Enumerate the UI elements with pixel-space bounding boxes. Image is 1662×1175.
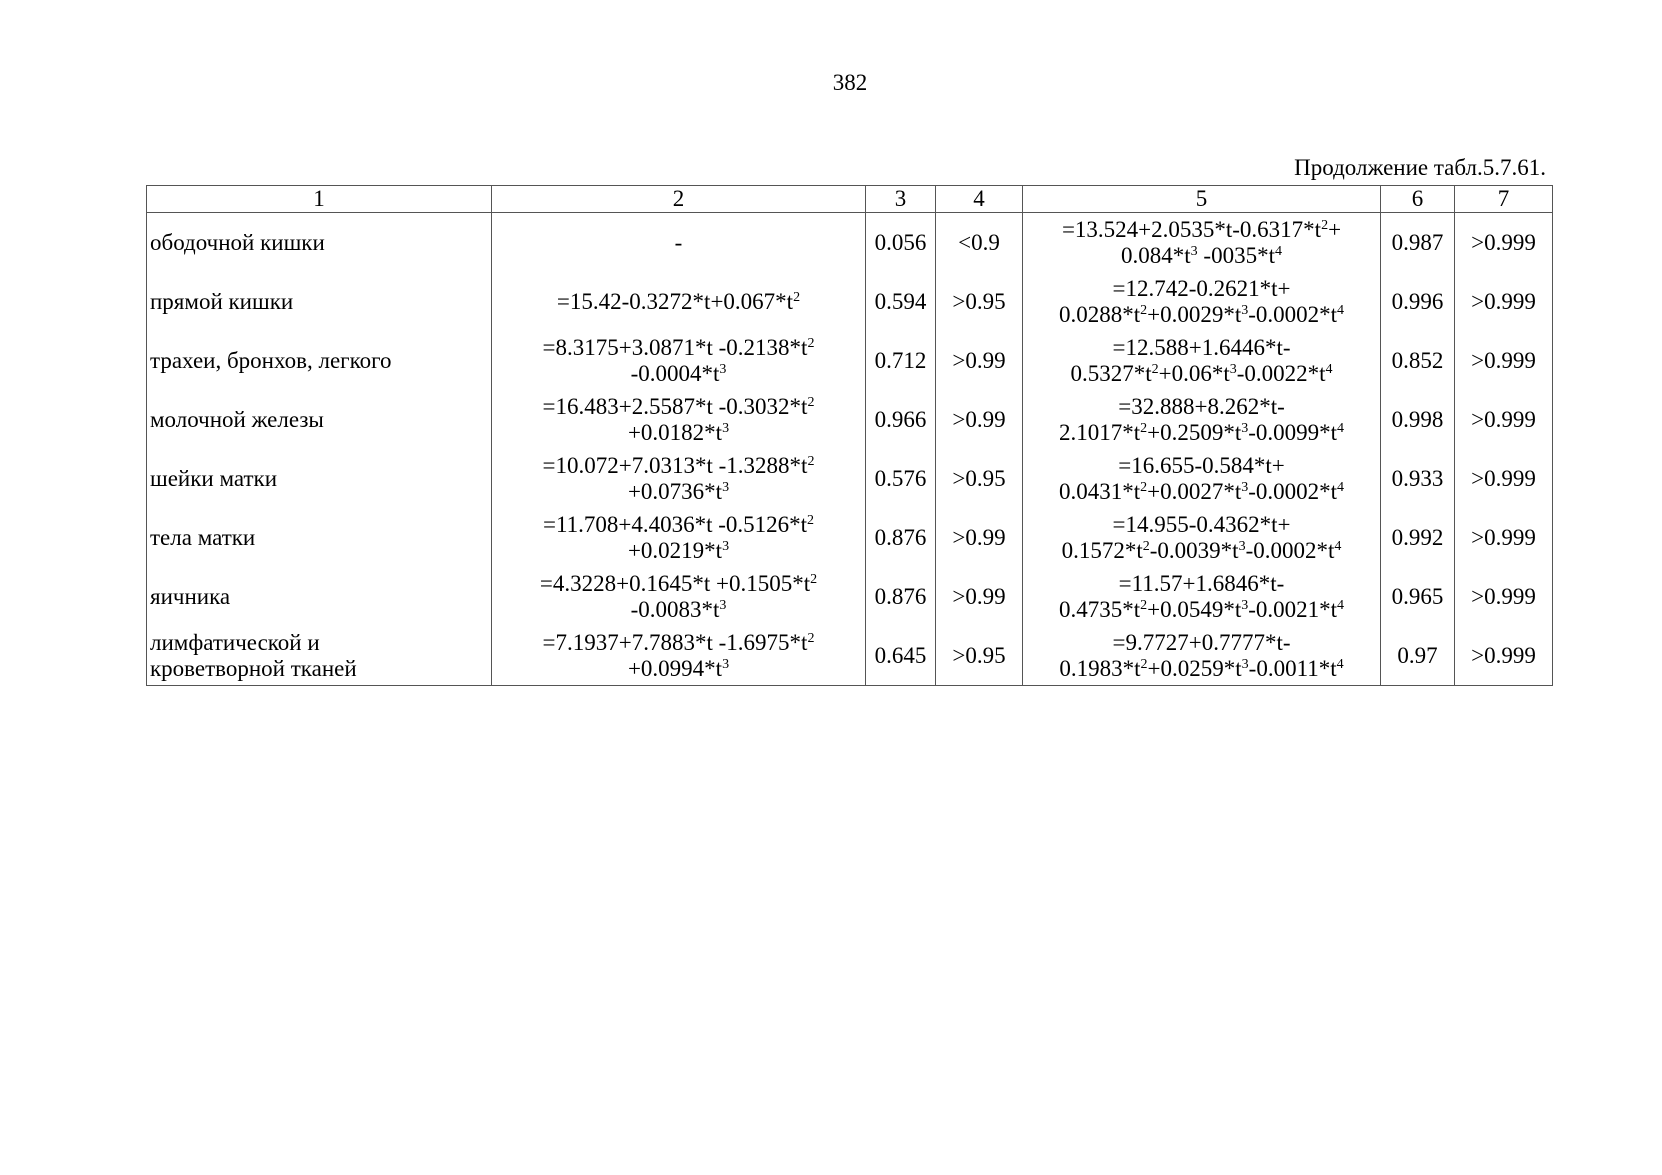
formula-text: 0.5327*t [1070, 360, 1152, 386]
column-header-1: 1 [147, 186, 492, 213]
formula-text: =10.072+7.0313*t -1.3288*t [542, 452, 808, 478]
formula-text: 0.4735*t [1058, 596, 1141, 622]
formula-exponent: 2 [1140, 479, 1148, 495]
cell-equation-col2-line [495, 571, 862, 597]
cell-equation-col5 [1023, 449, 1381, 508]
cell-equation-col5-line [1026, 630, 1377, 656]
formula-text: +0.0994*t [627, 655, 723, 681]
formula-text: =16.655-0.584*t+ [1118, 452, 1285, 478]
formula-exponent: 4 [1337, 479, 1345, 495]
cell-equation-col2-line [495, 420, 862, 446]
column-header-4: 4 [936, 186, 1023, 213]
site-name-line: лимфатической и [150, 629, 320, 655]
cell-equation-col2 [492, 567, 866, 626]
site-name-line: ободочной кишки [150, 229, 325, 255]
cell-col4: >0.95 [936, 449, 1023, 508]
formula-exponent: 2 [1140, 597, 1148, 613]
formula-exponent: 3 [719, 361, 727, 377]
cell-equation-col5-line [1026, 453, 1377, 479]
formula-exponent: 2 [1142, 538, 1150, 554]
cell-site-name [147, 567, 492, 626]
formula-exponent: 4 [1337, 420, 1345, 436]
formula-text: -0.0002*t [1245, 537, 1335, 563]
cell-col7: >0.999 [1455, 626, 1553, 686]
formula-exponent: 2 [1140, 656, 1148, 672]
cell-equation-col2 [492, 272, 866, 331]
cell-col7: >0.999 [1455, 213, 1553, 273]
formula-text: 0.1983*t [1059, 655, 1141, 681]
cell-equation-col5-line [1026, 571, 1377, 597]
formula-text: -0.0002*t [1248, 301, 1338, 327]
formula-exponent: 3 [1241, 479, 1249, 495]
cell-equation-col5-line [1026, 538, 1377, 564]
site-name-line: трахеи, бронхов, легкого [150, 347, 392, 373]
table-row [147, 390, 1553, 449]
column-header-2: 2 [492, 186, 866, 213]
formula-text: +0.0182*t [627, 419, 723, 445]
cell-equation-col5-line [1026, 276, 1377, 302]
formula-exponent: 2 [1140, 420, 1148, 436]
site-name-line: прямой кишки [150, 288, 294, 314]
formula-text: =9.7727+0.7777*t- [1112, 629, 1291, 655]
formula-text: -0.0022*t [1236, 360, 1326, 386]
table-row [147, 331, 1553, 390]
formula-text: -0035*t [1197, 242, 1275, 268]
cell-site-name [147, 626, 492, 686]
formula-text: =32.888+8.262*t- [1118, 393, 1285, 419]
cell-equation-col5 [1023, 567, 1381, 626]
formula-exponent: 2 [1151, 361, 1159, 377]
formula-exponent: 2 [810, 571, 818, 587]
cell-equation-col2 [492, 331, 866, 390]
formula-text: =4.3228+0.1645*t +0.1505*t [539, 570, 811, 596]
formula-exponent: 2 [793, 289, 801, 305]
formula-text: 0.0431*t [1058, 478, 1141, 504]
formula-exponent: 2 [807, 512, 815, 528]
formula-exponent: 4 [1325, 361, 1333, 377]
cell-equation-col2-line [495, 630, 862, 656]
formula-text: =12.742-0.2621*t+ [1112, 275, 1291, 301]
cell-col4: >0.99 [936, 567, 1023, 626]
formula-text: +0.0027*t [1147, 478, 1242, 504]
cell-equation-col2-line [495, 656, 862, 682]
formula-exponent: 2 [807, 630, 815, 646]
table-row [147, 213, 1553, 273]
column-header-6: 6 [1381, 186, 1455, 213]
formula-exponent: 3 [722, 479, 730, 495]
formula-exponent: 4 [1337, 302, 1345, 318]
cell-col6: 0.97 [1381, 626, 1455, 686]
cell-equation-col5 [1023, 626, 1381, 686]
cell-equation-col2-line [495, 361, 862, 387]
site-name-line: яичника [150, 583, 231, 609]
cell-equation-col2 [492, 213, 866, 273]
cell-col3: 0.712 [866, 331, 936, 390]
formula-text: =15.42-0.3272*t+0.067*t [556, 288, 794, 314]
cell-equation-col2 [492, 508, 866, 567]
formula-text: =12.588+1.6446*t- [1112, 334, 1291, 360]
site-name-line: шейки матки [150, 465, 278, 491]
cell-equation-col2-line [495, 453, 862, 479]
cell-site-name [147, 213, 492, 273]
formula-text: + [1328, 216, 1342, 242]
formula-text: =16.483+2.5587*t -0.3032*t [542, 393, 808, 419]
cell-col7: >0.999 [1455, 272, 1553, 331]
formula-exponent: 3 [1241, 656, 1249, 672]
formula-text: -0.0099*t [1248, 419, 1338, 445]
cell-equation-col5-line [1026, 597, 1377, 623]
formula-exponent: 2 [1321, 217, 1329, 233]
formula-text: -0.0011*t [1248, 655, 1337, 681]
formula-exponent: 3 [1241, 302, 1249, 318]
formula-exponent: 3 [1238, 538, 1246, 554]
cell-equation-col5 [1023, 272, 1381, 331]
formula-exponent: 2 [807, 394, 815, 410]
formula-text: =8.3175+3.0871*t -0.2138*t [542, 334, 808, 360]
cell-col3: 0.876 [866, 508, 936, 567]
formula-exponent: 3 [722, 656, 730, 672]
cell-equation-col5-line [1026, 656, 1377, 682]
cell-equation-col2-line [495, 230, 862, 256]
cell-col3: 0.576 [866, 449, 936, 508]
table-row [147, 626, 1553, 686]
cell-equation-col2-line [495, 479, 862, 505]
cell-equation-col5-line [1026, 302, 1377, 328]
formula-text: - [674, 229, 683, 255]
cell-equation-col5-line [1026, 512, 1377, 538]
cell-col6: 0.965 [1381, 567, 1455, 626]
cell-equation-col2-line [495, 289, 862, 315]
cell-col4: >0.99 [936, 390, 1023, 449]
cell-col7: >0.999 [1455, 508, 1553, 567]
cell-equation-col2-line [495, 512, 862, 538]
formula-exponent: 3 [719, 597, 727, 613]
formula-text: -0.0083*t [630, 596, 720, 622]
formula-exponent: 3 [1241, 420, 1249, 436]
cell-equation-col5-line [1026, 361, 1377, 387]
cell-col7: >0.999 [1455, 390, 1553, 449]
cell-col3: 0.594 [866, 272, 936, 331]
formula-exponent: 2 [807, 335, 815, 351]
cell-col6: 0.852 [1381, 331, 1455, 390]
cell-equation-col5 [1023, 213, 1381, 273]
table-row [147, 567, 1553, 626]
cell-equation-col5 [1023, 508, 1381, 567]
cell-col6: 0.998 [1381, 390, 1455, 449]
site-name-line: тела матки [150, 524, 256, 550]
cell-col3: 0.645 [866, 626, 936, 686]
formula-text: =14.955-0.4362*t+ [1112, 511, 1291, 537]
formula-text: -0.0004*t [630, 360, 720, 386]
formula-exponent: 4 [1334, 538, 1342, 554]
cell-col6: 0.987 [1381, 213, 1455, 273]
cell-equation-col2 [492, 390, 866, 449]
formula-text: =7.1937+7.7883*t -1.6975*t [542, 629, 808, 655]
cell-equation-col5-line [1026, 217, 1377, 243]
cell-equation-col5 [1023, 331, 1381, 390]
cell-site-name [147, 272, 492, 331]
formula-exponent: 3 [1241, 597, 1249, 613]
cell-equation-col2-line [495, 597, 862, 623]
cell-equation-col2-line [495, 538, 862, 564]
cell-equation-col2 [492, 449, 866, 508]
formula-text: 2.1017*t [1058, 419, 1141, 445]
formula-exponent: 2 [807, 453, 815, 469]
formula-text: +0.0736*t [627, 478, 723, 504]
cell-equation-col2-line [495, 335, 862, 361]
column-header-5: 5 [1023, 186, 1381, 213]
formula-text: =11.708+4.4036*t -0.5126*t [542, 511, 808, 537]
cell-col4: <0.9 [936, 213, 1023, 273]
formula-exponent: 4 [1274, 243, 1282, 259]
cell-col3: 0.876 [866, 567, 936, 626]
cell-site-name [147, 449, 492, 508]
formula-text: 0.084*t [1121, 242, 1191, 268]
site-name-line: кроветворной тканей [150, 655, 357, 681]
cell-site-name [147, 331, 492, 390]
cell-equation-col5-line [1026, 479, 1377, 505]
cell-col7: >0.999 [1455, 331, 1553, 390]
formula-text: +0.0549*t [1147, 596, 1242, 622]
cell-col3: 0.056 [866, 213, 936, 273]
table-header-row [147, 186, 1553, 213]
table-caption: Продолжение табл.5.7.61. [1294, 155, 1546, 180]
formula-text: 0.1572*t [1061, 537, 1143, 563]
site-name-line: молочной железы [150, 406, 324, 432]
data-table [146, 185, 1553, 686]
formula-exponent: 4 [1336, 656, 1344, 672]
cell-equation-col5 [1023, 390, 1381, 449]
cell-col7: >0.999 [1455, 567, 1553, 626]
formula-exponent: 3 [722, 538, 730, 554]
cell-col4: >0.95 [936, 626, 1023, 686]
cell-col3: 0.966 [866, 390, 936, 449]
formula-text: =13.524+2.0535*t-0.6317*t [1061, 216, 1322, 242]
table-body [147, 213, 1553, 686]
table-row [147, 508, 1553, 567]
cell-equation-col2-line [495, 394, 862, 420]
cell-col4: >0.99 [936, 508, 1023, 567]
cell-equation-col5-line [1026, 394, 1377, 420]
formula-text: +0.0029*t [1147, 301, 1242, 327]
formula-text: +0.06*t [1158, 360, 1230, 386]
cell-site-name [147, 390, 492, 449]
cell-col4: >0.95 [936, 272, 1023, 331]
formula-text: 0.0288*t [1058, 301, 1141, 327]
cell-col6: 0.996 [1381, 272, 1455, 331]
formula-exponent: 3 [1190, 243, 1198, 259]
formula-text: +0.2509*t [1147, 419, 1242, 445]
page-number: 382 [832, 70, 868, 95]
cell-equation-col5-line [1026, 243, 1377, 269]
cell-col6: 0.933 [1381, 449, 1455, 508]
formula-exponent: 2 [1140, 302, 1148, 318]
column-header-3: 3 [866, 186, 936, 213]
formula-text: -0.0021*t [1248, 596, 1338, 622]
formula-text: +0.0259*t [1147, 655, 1242, 681]
cell-col6: 0.992 [1381, 508, 1455, 567]
formula-text: -0.0002*t [1248, 478, 1338, 504]
table-row [147, 449, 1553, 508]
cell-equation-col5-line [1026, 420, 1377, 446]
column-header-7: 7 [1455, 186, 1553, 213]
cell-equation-col5-line [1026, 335, 1377, 361]
cell-site-name [147, 508, 492, 567]
formula-text: =11.57+1.6846*t- [1118, 570, 1285, 596]
formula-exponent: 3 [722, 420, 730, 436]
cell-equation-col2 [492, 626, 866, 686]
table-row [147, 272, 1553, 331]
formula-exponent: 3 [1229, 361, 1237, 377]
formula-exponent: 4 [1337, 597, 1345, 613]
formula-text: -0.0039*t [1149, 537, 1239, 563]
cell-col7: >0.999 [1455, 449, 1553, 508]
cell-col4: >0.99 [936, 331, 1023, 390]
formula-text: +0.0219*t [627, 537, 723, 563]
